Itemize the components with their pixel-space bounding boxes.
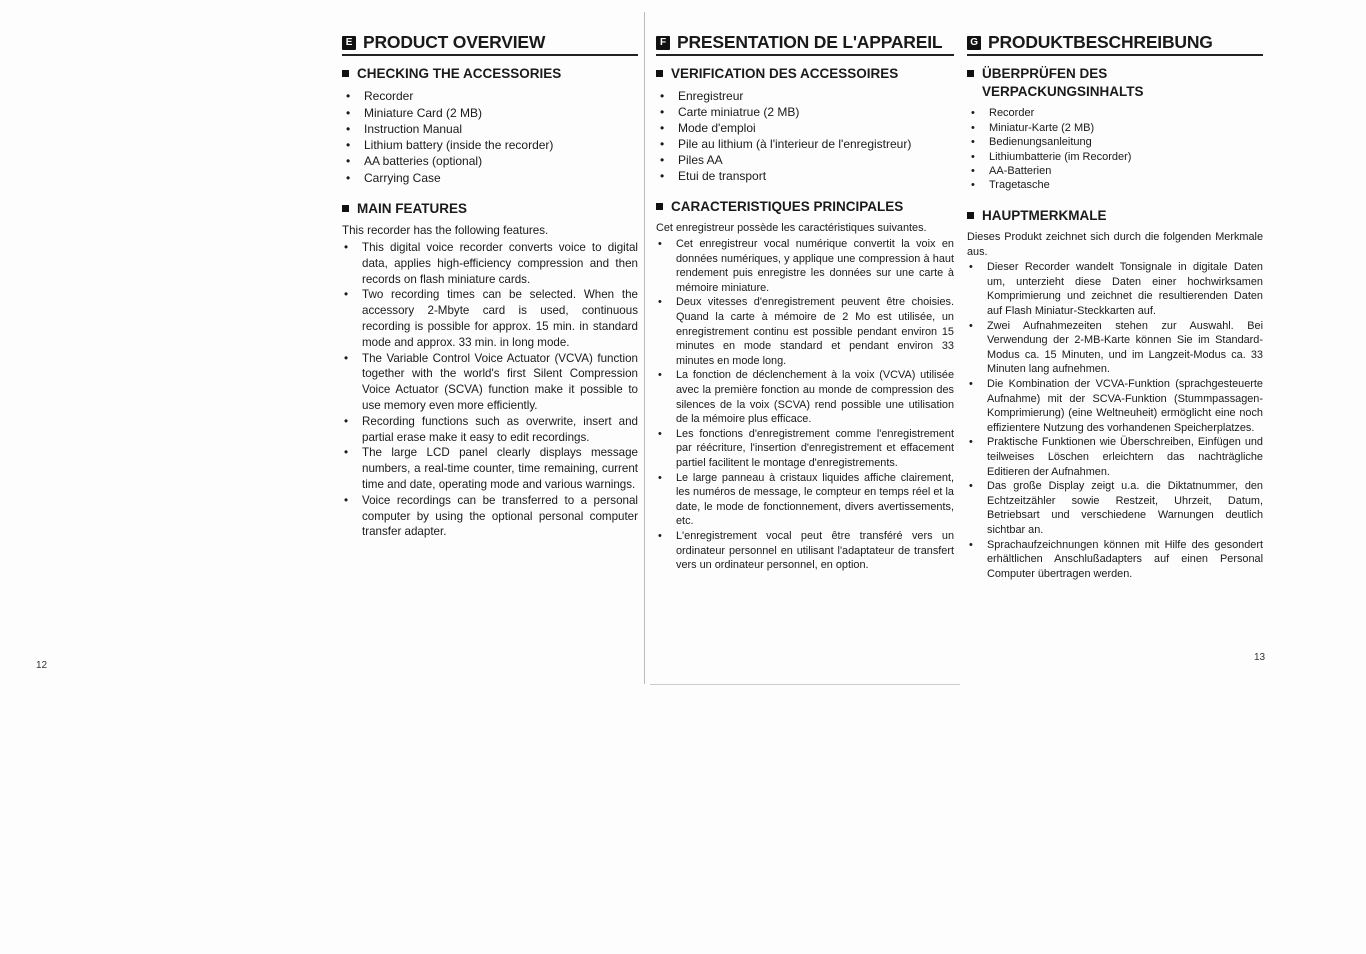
accessories-list xyxy=(969,106,1263,192)
list-item: • Das große Display zeigt u.a. die Diktatnummer, den Echtzeitzähler sowie Restzeit, Uhrzeit, Datum, Betriebsart und verschiedene Warnungen deutlich sichtbar an. xyxy=(967,479,1263,537)
square-bullet-icon xyxy=(656,70,663,77)
list-item: • Le large panneau à cristaux liquides affiche clairement, les numéros de message, le compteur en temps réel et la date, le mode de fonctionnement, divers avertissements, etc. xyxy=(656,471,954,529)
features-intro: This recorder has the following features. xyxy=(342,224,549,238)
features-list xyxy=(967,260,1263,581)
list-item: • Zwei Aufnahmezeiten stehen zur Auswahl. Bei Verwendung der 2-MB-Karte können Sie im Standard-Modus ca. 15 Minuten, und im Langzeit-Modus ca. 33 Minuten lang aufnehmen. xyxy=(967,319,1263,377)
features-body xyxy=(342,223,638,540)
square-bullet-icon xyxy=(342,205,349,212)
list-item: • Deux vitesses d'enregistrement peuvent être choisies. Quand la carte à mémoire de 2 Mo est utilisée, un enregistrement continu est possible pendant environ 15 minutes en mode standard et pendant environ 33 minutes en mode long. xyxy=(656,295,954,368)
list-item: • AA-Batterien xyxy=(969,164,1263,178)
list-item: • Carte miniatrue (2 MB) xyxy=(658,104,954,120)
square-bullet-icon xyxy=(656,203,663,210)
section-title-german xyxy=(967,32,1263,56)
list-item: • Lithium battery (inside the recorder) xyxy=(344,137,638,153)
bottom-rule xyxy=(650,684,960,685)
page-divider xyxy=(644,12,645,684)
accessories-list xyxy=(658,88,954,184)
features-heading: MAIN FEATURES xyxy=(342,200,638,218)
features-body xyxy=(967,230,1263,581)
accessories-list xyxy=(344,88,638,186)
section-title-text: PRODUKTBESCHREIBUNG xyxy=(988,32,1213,52)
features-intro: Cet enregistreur possède les caractéristiques suivantes. xyxy=(656,222,927,235)
features-list xyxy=(656,237,954,573)
list-item: • Instruction Manual xyxy=(344,121,638,137)
list-item: • This digital voice recorder converts voice to digital data, applies high-efficiency compression and then records on flash miniature cards. xyxy=(342,240,638,287)
language-badge-french: F xyxy=(656,36,670,50)
accessories-heading: CHECKING THE ACCESSORIES xyxy=(342,65,638,83)
list-item: • Voice recordings can be transferred to a personal computer by using the optional personal computer transfer adapter. xyxy=(342,493,638,540)
list-item: • AA batteries (optional) xyxy=(344,153,638,169)
list-item: • Die Kombination der VCVA-Funktion (sprachgesteuerte Aufnahme) mit der SCVA-Funktion (Stummpassagen-Komprimierung) (eine Weltneuheit) ermöglicht eine noch effizientere Nutzung des vorhandenen Speicherplatzes. xyxy=(967,377,1263,435)
features-heading: CARACTERISTIQUES PRINCIPALES xyxy=(656,198,954,216)
section-title-french xyxy=(656,32,954,56)
section-title-text: PRODUCT OVERVIEW xyxy=(363,32,546,52)
list-item: • Dieser Recorder wandelt Tonsignale in digitale Daten um, unterzieht diese Daten einer hochwirksamen Komprimierung und zeichnet die resultierenden Daten auf Flash Miniatur-Steckkarten auf. xyxy=(967,260,1263,318)
square-bullet-icon xyxy=(967,212,974,219)
features-intro: Dieses Produkt zeichnet sich durch die folgenden Merkmale aus. xyxy=(967,231,1263,258)
square-bullet-icon xyxy=(342,70,349,77)
accessories-heading: ÜBERPRÜFEN DES VERPACKUNGSINHALTS xyxy=(967,65,1263,101)
language-badge-german: G xyxy=(967,36,981,50)
list-item: • Cet enregistreur vocal numérique convertit la voix en données numériques, y applique une compression à haut rendement puis enregistre les données sur une carte à mémoire miniature. xyxy=(656,237,954,295)
accessories-heading: VERIFICATION DES ACCESSOIRES xyxy=(656,65,954,83)
list-item: • The large LCD panel clearly displays message numbers, a real-time counter, time remaining, current time and date, operating mode and various warnings. xyxy=(342,445,638,492)
list-item: • Mode d'emploi xyxy=(658,120,954,136)
list-item: • Carrying Case xyxy=(344,170,638,186)
square-bullet-icon xyxy=(967,70,974,77)
page-number-left: 12 xyxy=(36,660,48,671)
list-item: • Praktische Funktionen wie Überschreiben, Einfügen und teilweises Löschen erleichtern das nachträgliche Editieren der Aufnahmen. xyxy=(967,435,1263,479)
list-item: • Tragetasche xyxy=(969,178,1263,192)
features-body xyxy=(656,221,954,572)
list-item: • Etui de transport xyxy=(658,168,954,184)
list-item: • Pile au lithium (à l'interieur de l'enregistreur) xyxy=(658,136,954,152)
list-item: • The Variable Control Voice Actuator (VCVA) function together with the world's first Silent Compression Voice Actuator (SCVA) function make it possible to use memory even more efficiently. xyxy=(342,351,638,414)
list-item: • Bedienungsanleitung xyxy=(969,135,1263,149)
section-title-english xyxy=(342,32,638,56)
list-item: • Miniature Card (2 MB) xyxy=(344,105,638,121)
list-item: • Two recording times can be selected. When the accessory 2-Mbyte card is used, continuous recording is possible for approx. 15 min. in standard mode and approx. 33 min. in long mode. xyxy=(342,287,638,350)
column-german xyxy=(967,32,1263,581)
list-item: • L'enregistrement vocal peut être transféré vers un ordinateur personnel en utilisant l'adaptateur de transfert vers un ordinateur personnel, en option. xyxy=(656,529,954,573)
section-title-text: PRESENTATION DE L'APPAREIL xyxy=(677,32,943,52)
features-heading: HAUPTMERKMALE xyxy=(967,207,1263,225)
list-item: • Recorder xyxy=(344,88,638,104)
list-item: • Enregistreur xyxy=(658,88,954,104)
language-badge-english: E xyxy=(342,36,356,50)
column-english xyxy=(342,32,638,540)
list-item: • Piles AA xyxy=(658,152,954,168)
features-list xyxy=(342,240,638,540)
list-item: • La fonction de déclenchement à la voix (VCVA) utilisée avec la première fonction au monde de compression des silences de la voix (SCVA) rend possible une utilisation de la mémoire plus efficace. xyxy=(656,368,954,426)
list-item: • Recorder xyxy=(969,106,1263,120)
list-item: • Les fonctions d'enregistrement comme l'enregistrement par réécriture, l'insertion d'enregistrement et effacement partiel facilitent le montage d'enregistrements. xyxy=(656,427,954,471)
list-item: • Recording functions such as overwrite, insert and partial erase make it easy to edit recordings. xyxy=(342,414,638,446)
page-number-right: 13 xyxy=(1254,652,1266,663)
column-french xyxy=(656,32,954,573)
list-item: • Lithiumbatterie (im Recorder) xyxy=(969,150,1263,164)
list-item: • Miniatur-Karte (2 MB) xyxy=(969,121,1263,135)
list-item: • Sprachaufzeichnungen können mit Hilfe des gesondert erhältlichen Anschlußadapters auf einen Personal Computer übertragen werden. xyxy=(967,538,1263,582)
